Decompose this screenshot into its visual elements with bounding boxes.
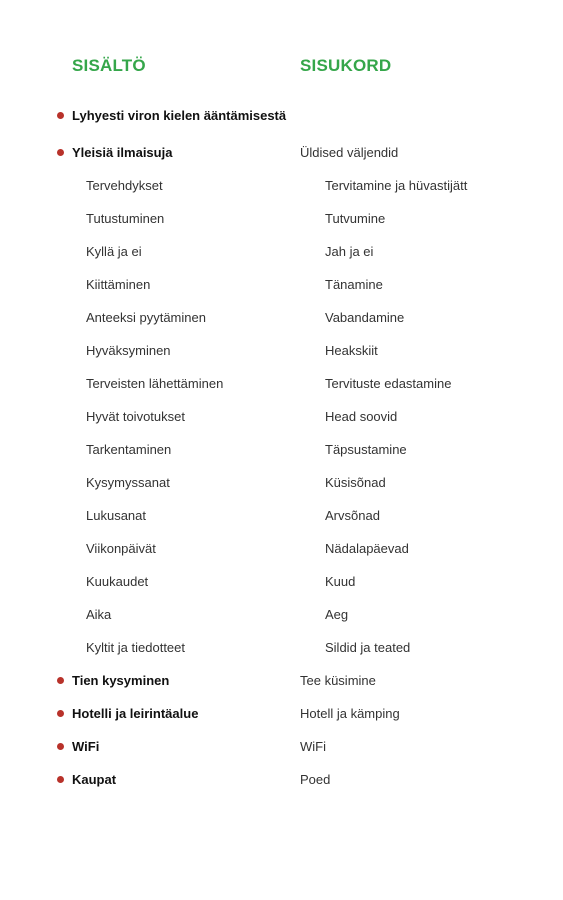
finnish-entry: Tarkentaminen bbox=[86, 442, 172, 457]
estonian-entry: Tervitamine ja hüvastijätt bbox=[325, 178, 468, 193]
finnish-entry: Lukusanat bbox=[86, 508, 146, 523]
bullet-dot-icon bbox=[57, 776, 64, 783]
toc-subsection-row[interactable] bbox=[0, 501, 563, 534]
toc-subsection-row[interactable] bbox=[0, 270, 563, 303]
toc-subsection-row[interactable] bbox=[0, 402, 563, 435]
estonian-entry: Üldised väljendid bbox=[300, 145, 399, 160]
toc-section-row[interactable] bbox=[0, 101, 563, 138]
finnish-entry: Lyhyesti viron kielen ääntämisestä bbox=[72, 108, 287, 123]
toc-section-row[interactable] bbox=[0, 765, 563, 798]
bullet-dot-icon bbox=[57, 149, 64, 156]
toc-subsection-row[interactable] bbox=[0, 204, 563, 237]
finnish-entry: Kuukaudet bbox=[86, 574, 149, 589]
finnish-entry: WiFi bbox=[72, 739, 100, 754]
finnish-entry: Hyvät toivotukset bbox=[86, 409, 185, 424]
finnish-entry: Kiittäminen bbox=[86, 277, 151, 292]
finnish-heading: SISÄLTÖ bbox=[72, 56, 146, 75]
toc-subsection-row[interactable] bbox=[0, 600, 563, 633]
estonian-entry: Tee küsimine bbox=[300, 673, 376, 688]
estonian-entry: Nädalapäevad bbox=[325, 541, 409, 556]
finnish-entry: Kyllä ja ei bbox=[86, 244, 142, 259]
toc-subsection-row[interactable] bbox=[0, 633, 563, 666]
toc-subsection-row[interactable] bbox=[0, 468, 563, 501]
bullet-dot-icon bbox=[57, 677, 64, 684]
toc-section-row[interactable] bbox=[0, 699, 563, 732]
finnish-entry: Hotelli ja leirintäalue bbox=[72, 706, 199, 721]
bullet-dot-icon bbox=[57, 710, 64, 717]
toc-section-row[interactable] bbox=[0, 138, 563, 171]
toc-list bbox=[0, 101, 563, 798]
finnish-entry: Kyltit ja tiedotteet bbox=[86, 640, 185, 655]
toc-subsection-row[interactable] bbox=[0, 369, 563, 402]
finnish-entry: Kaupat bbox=[72, 772, 117, 787]
finnish-entry: Tutustuminen bbox=[86, 211, 165, 226]
estonian-entry: WiFi bbox=[300, 739, 326, 754]
finnish-entry: Viikonpäivät bbox=[86, 541, 156, 556]
estonian-entry: Hotell ja kämping bbox=[300, 706, 400, 721]
estonian-entry: Heakskiit bbox=[325, 343, 378, 358]
finnish-entry: Yleisiä ilmaisuja bbox=[72, 145, 173, 160]
toc-section-row[interactable] bbox=[0, 666, 563, 699]
toc-subsection-row[interactable] bbox=[0, 336, 563, 369]
finnish-entry: Anteeksi pyytäminen bbox=[86, 310, 206, 325]
estonian-entry: Täpsustamine bbox=[325, 442, 407, 457]
estonian-entry: Poed bbox=[300, 772, 331, 787]
finnish-entry: Aika bbox=[86, 607, 112, 622]
toc-header bbox=[0, 56, 563, 80]
toc-subsection-row[interactable] bbox=[0, 435, 563, 468]
estonian-entry: Kuud bbox=[325, 574, 356, 589]
toc-section-row[interactable] bbox=[0, 732, 563, 765]
toc-subsection-row[interactable] bbox=[0, 303, 563, 336]
finnish-entry: Tervehdykset bbox=[86, 178, 163, 193]
estonian-heading: SISUKORD bbox=[300, 56, 392, 75]
estonian-entry: Aeg bbox=[325, 607, 349, 622]
toc-subsection-row[interactable] bbox=[0, 237, 563, 270]
finnish-entry: Kysymyssanat bbox=[86, 475, 170, 490]
finnish-entry: Hyväksyminen bbox=[86, 343, 171, 358]
estonian-entry: Head soovid bbox=[325, 409, 398, 424]
finnish-entry: Tien kysyminen bbox=[72, 673, 170, 688]
estonian-entry: Tutvumine bbox=[325, 211, 386, 226]
estonian-entry: Küsisõnad bbox=[325, 475, 386, 490]
estonian-entry: Tervituste edastamine bbox=[325, 376, 452, 391]
finnish-entry: Terveisten lähettäminen bbox=[86, 376, 224, 391]
estonian-entry: Arvsõnad bbox=[325, 508, 380, 523]
toc-subsection-row[interactable] bbox=[0, 534, 563, 567]
toc-subsection-row[interactable] bbox=[0, 171, 563, 204]
estonian-entry: Vabandamine bbox=[325, 310, 405, 325]
estonian-entry: Sildid ja teated bbox=[325, 640, 411, 655]
toc-subsection-row[interactable] bbox=[0, 567, 563, 600]
bullet-dot-icon bbox=[57, 112, 64, 119]
estonian-entry: Tänamine bbox=[325, 277, 383, 292]
bullet-dot-icon bbox=[57, 743, 64, 750]
estonian-entry: Jah ja ei bbox=[325, 244, 374, 259]
